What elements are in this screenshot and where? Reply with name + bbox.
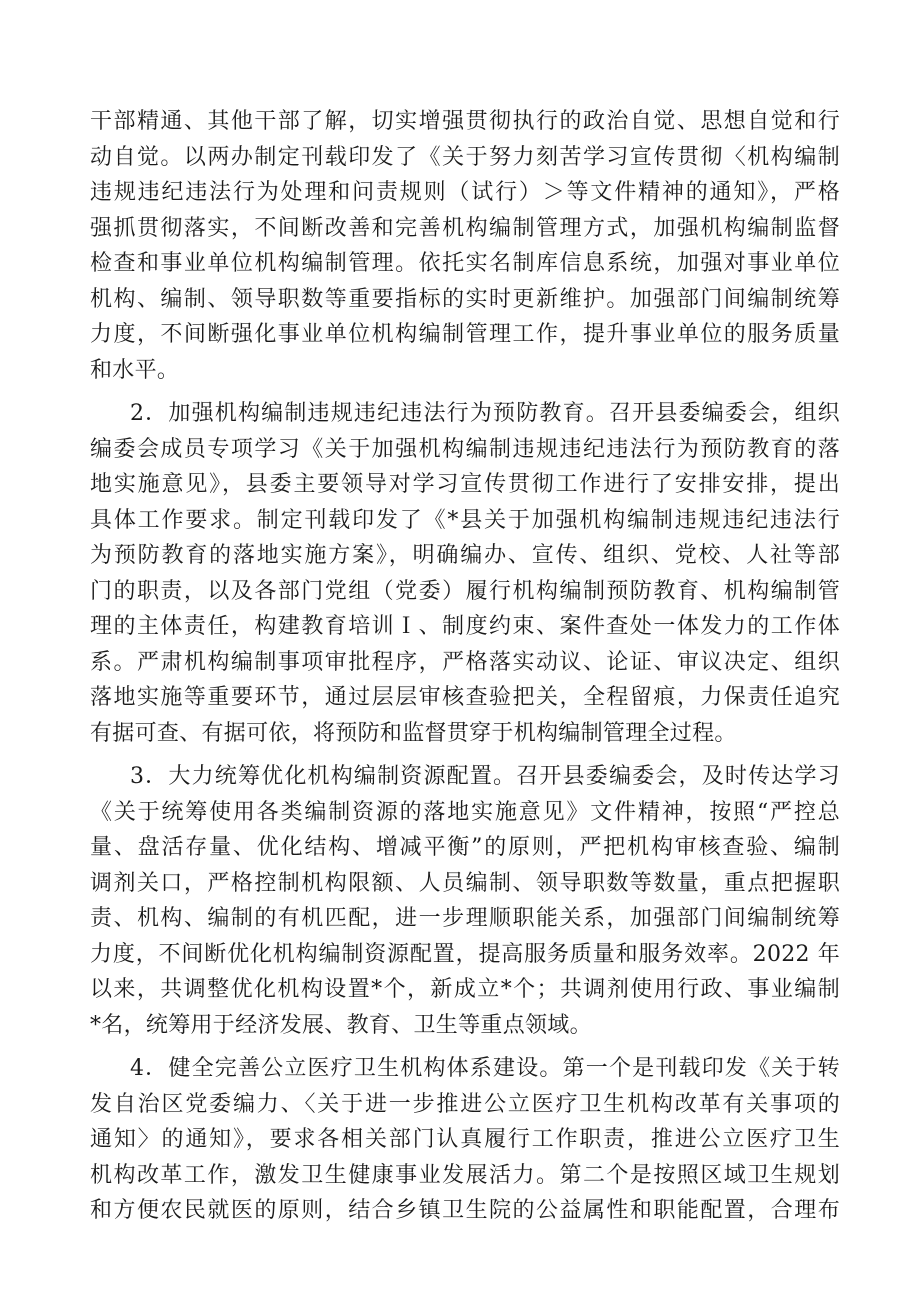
- text-line: 有据可查、有据可依，将预防和监督贯穿于机构编制管理全过程。: [90, 720, 737, 746]
- text-line: 机构改革工作，激发卫生健康事业发展活力。第二个是按照区域卫生规划: [90, 1162, 840, 1188]
- paragraph-1: [90, 104, 840, 388]
- paragraph-heading-line: 3．大力统筹优化机构编制资源配置。召开县委编委会，及时传达学习: [130, 764, 840, 789]
- text-line: 理的主体责任，构建教育培训Ｉ、制度约束、案件查处一体发力的工作体: [90, 614, 840, 639]
- text-line: 责、机构、编制的有机匹配，进一步理顺职能关系，加强部门间编制统筹: [90, 906, 840, 931]
- text-line: 和方便农民就医的原则，结合乡镇卫生院的公益属性和职能配置，合理布: [90, 1198, 840, 1223]
- text-line: 系。严肃机构编制事项审批程序，严格落实动议、论证、审议决定、组织: [90, 649, 840, 675]
- text-line: 落地实施等重要环节，通过层层审核查验把关，全程留痕，力保责任追究: [90, 685, 840, 710]
- paragraph-heading-line: 2．加强机构编制违规违纪违法行为预防教育。召开县委编委会，组织: [130, 401, 840, 426]
- text-line: 发自治区党委编力、〈关于进一步推进公立医疗卫生机构改革有关事项的: [90, 1091, 840, 1117]
- text-line: 强抓贯彻落实，不间断改善和完善机构编制管理方式，加强机构编制监督: [90, 215, 840, 241]
- text-line: 动自觉。以两办制定刊载印发了《关于努力刻苦学习宣传贯彻〈机构编制: [90, 144, 840, 170]
- text-line: 地实施意见》，县委主要领导对学习宣传贯彻工作进行了安排安排，提出: [90, 472, 840, 497]
- text-line: 力度，不间断强化事业单位机构编制管理工作，提升事业单位的服务质量: [90, 322, 840, 347]
- text-line: 通知〉的通知》，要求各相关部门认真履行工作职责，推进公立医疗卫生: [90, 1127, 840, 1152]
- text-line: 干部精通、其他干部了解，切实增强贯彻执行的政治自觉、思想自觉和行: [90, 109, 840, 134]
- text-line: 检查和事业单位机构编制管理。依托实名制库信息系统，加强对事业单位: [90, 251, 840, 276]
- text-line: 编委会成员专项学习《关于加强机构编制违规违纪违法行为预防教育的落: [90, 436, 840, 462]
- text-line: 《关于统筹使用各类编制资源的落地实施意见》文件精神，按照“严控总: [90, 799, 840, 825]
- paragraph-3: [90, 759, 840, 1043]
- paragraph-4: [90, 1051, 840, 1229]
- text-line: 力度，不间断优化机构编制资源配置，提高服务质量和服务效率。2022 年: [90, 941, 840, 967]
- text-line: 量、盘活存量、优化结构、增减平衡”的原则，严把机构审核查验、编制: [90, 835, 840, 860]
- text-line: *名，统筹用于经济发展、教育、卫生等重点领域。: [90, 1012, 592, 1038]
- text-line: 门的职责，以及各部门党组（党委）履行机构编制预防教育、机构编制管: [90, 578, 840, 604]
- document-body: [90, 104, 840, 1237]
- text-line: 和水平。: [90, 357, 180, 383]
- text-line: 具体工作要求。制定刊载印发了《*县关于加强机构编制违规违纪违法行: [90, 507, 840, 533]
- text-line: 违规违纪违法行为处理和问责规则（试行）＞等文件精神的通知》，严格: [90, 180, 840, 205]
- text-line: 以来，共调整优化机构设置*个，新成立*个；共调剂使用行政、事业编制: [90, 977, 840, 1002]
- text-line: 为预防教育的落地实施方案》，明确编办、宣传、组织、党校、人社等部: [90, 543, 840, 568]
- paragraph-2: [90, 396, 840, 751]
- paragraph-heading-line: 4．健全完善公立医疗卫生机构体系建设。第一个是刊载印发《关于转: [130, 1056, 840, 1081]
- text-line: 调剂关口，严格控制机构限额、人员编制、领导职数等数量，重点把握职: [90, 870, 840, 896]
- text-line: 机构、编制、领导职数等重要指标的实时更新维护。加强部门间编制统筹: [90, 286, 840, 312]
